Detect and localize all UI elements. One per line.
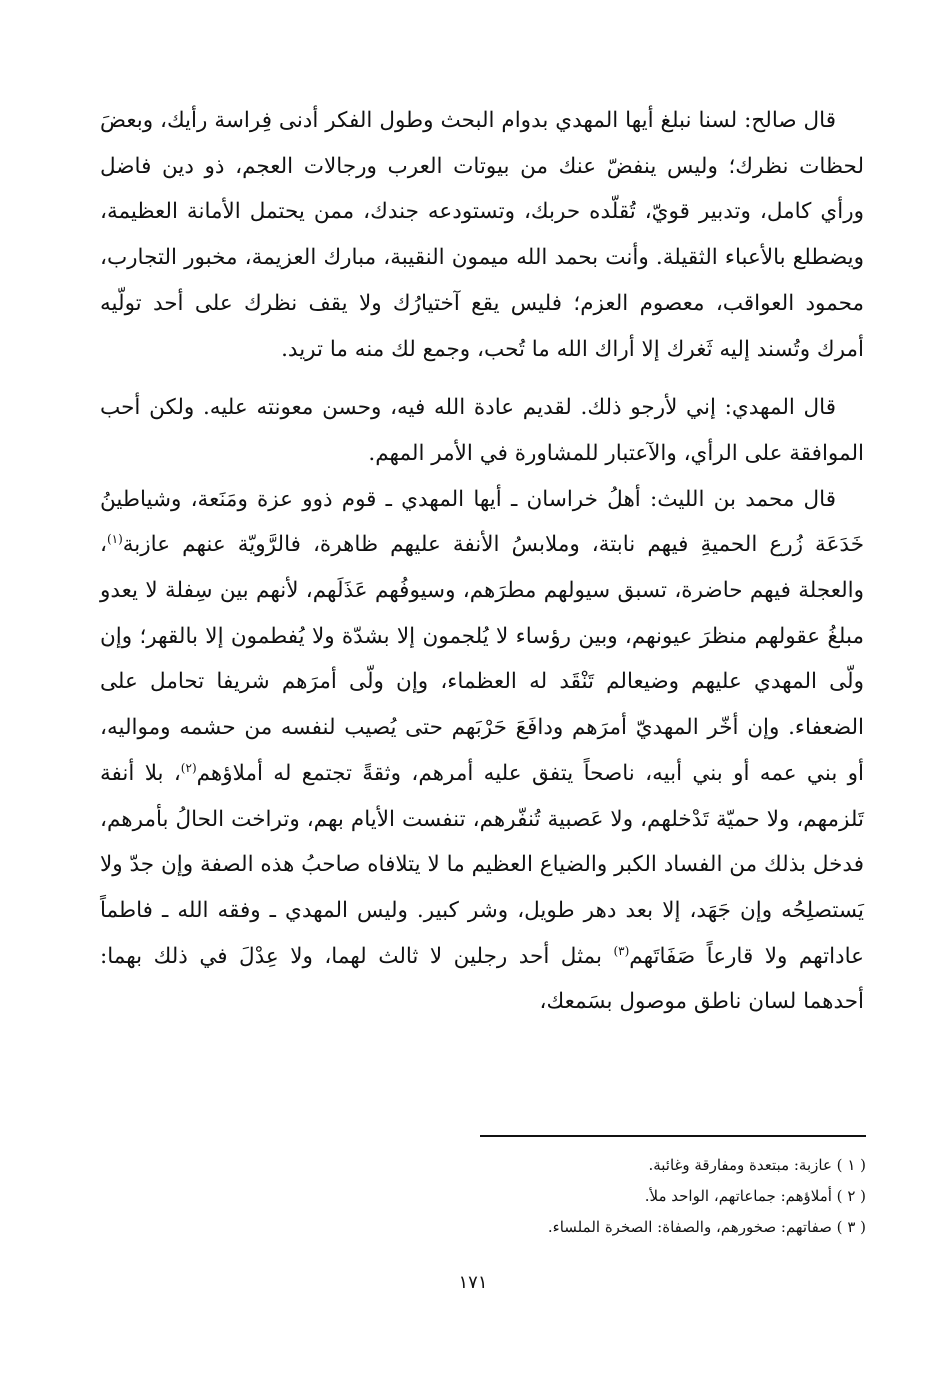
footnote-1: ( ١ ) عازبة: مبتعدة ومفارقة وغائبة.: [648, 1156, 866, 1174]
main-text: [100, 98, 864, 1025]
footnotes: [100, 1150, 866, 1243]
paragraph-segment: ، بلا أنفة تَلزمهم، ولا حميّة تَدْخلهم، ولا عَصبية تُنفّرهم، تنفست الأيام بهم، وتراخت الحالُ بأمرهم، فدخل بذلك من الفساد الكبر والضياع العظيم ما لا يتلافاه صاحبُ هذه الصفة وإن جدّ ولا يَستصلِحُه وإن جَهَد، إلا بعد دهر طويل، وشر كبير. وليس المهدي ـ وفقه الله ـ فاطماً عاداتهم ولا قارعاً صَفَاتَهم: [100, 760, 864, 969]
paragraph-saleh: قال صالح: لسنا نبلغ أيها المهدي بدوام البحث وطول الفكر أدنى فِراسة رأيك، وبعضَ لحظات نظرك؛ وليس ينفضّ عنك من بيوتات العرب ورجالات العجم، ذو دين فاضل ورأي كامل، وتدبير قويّ، تُقلّده حربك، وتستودعه جندك، ممن يحتمل الأمانة العظيمة، ويضطلع بالأعباء الثقيلة. وأنت بحمد الله ميمون النقيبة، مبارك العزيمة، مخبور التجارب، محمود العواقب، معصوم العزم؛ فليس يقع آختيارُك ولا يقف نظرك على أحد تولّيه أمرك وتُسند إليه ثَغرك إلا أراك الله ما تُحب، وجمع لك منه ما تريد.: [100, 108, 864, 362]
paragraph-segment: بمثل أحد رجلين لا ثالث لهما، ولا عِدْلَ في ذلك بهما: أحدهما لسان ناطق موصول بسَمعك،: [100, 943, 864, 1015]
paragraph-segment: ، والعجلة فيهم حاضرة، تسبق سيولهم مطرَهم، وسيوفُهم عَذَلَهم، لأنهم بين سِفلة لا يعدو مبلغُ عقولهم منظرَ عيونهم، وبين رؤساء لا يُلجمون إلا بشدّة ولا يُفطمون إلا بالقهر؛ وإن ولّى المهدي عليهم وضيعالم تَنْقَد له العظماء، وإن ولّى أمرَهم شريفا تحامل على الضعفاء. وإن أخّر المهديّ أمرَهم ودافَعَ حَرْبَهم حتى يُصيب لنفسه من حشمه ومواليه، أو بني عمه أو بني أبيه، ناصحاً يتفق عليه أمرهم، وثقةً تجتمع له أملاؤهم: [100, 532, 865, 786]
footnote-divider: [480, 1135, 866, 1137]
footnote-marker-3[interactable]: (٣): [613, 943, 630, 958]
footnote-2: ( ٢ ) أملاؤهم: جماعاتهم، الواحد ملأ.: [644, 1187, 866, 1205]
paragraph-muhammad-ibn-al-layth: [100, 477, 864, 1025]
footnote-marker-2[interactable]: (٢): [180, 760, 197, 775]
footnote-3: ( ٣ ) صفاتهم: صخورهم، والصفاة: الصخرة الملساء.: [547, 1218, 866, 1236]
page-number: ١٧١: [458, 1272, 488, 1293]
paragraph-segment: قال محمد بن الليث: أهلُ خراسان ـ أيها المهدي ـ قوم ذوو عزة ومَنَعة، وشياطينُ خَدَعَة زُرع الحميةِ فيهم نابتة، وملابسُ الأنفة عليهم ظاهرة، فالرَّويّة عنهم عازبة: [100, 486, 864, 558]
paragraph-mahdi: قال المهدي: إني لأرجو ذلك. لقديم عادة الله فيه، وحسن معونته عليه. ولكن أحب الموافقة على الرأي، والآعتبار للمشاورة في الأمر المهم.: [100, 395, 864, 466]
footnote-marker-1[interactable]: (١): [106, 532, 123, 547]
